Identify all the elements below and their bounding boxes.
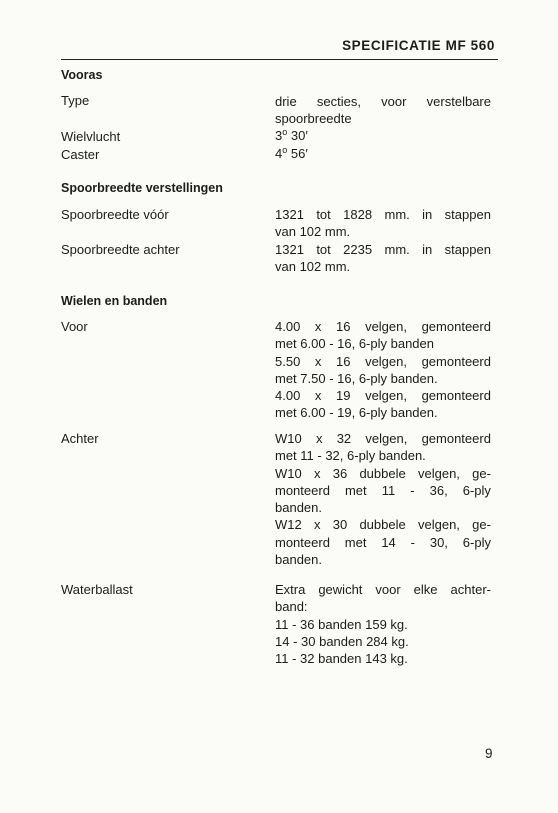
word: 4.00: [275, 388, 301, 404]
word: x: [313, 465, 321, 481]
value-line: [275, 534, 491, 551]
word: x: [314, 353, 322, 369]
type-label: Type: [61, 93, 90, 108]
degree-sign: o: [282, 127, 288, 137]
word: 36: [332, 465, 348, 481]
word: Extra: [275, 582, 306, 597]
word: in: [422, 207, 433, 222]
word: gemonteerd: [421, 431, 491, 446]
word: monteerd: [275, 482, 330, 498]
word: 2235: [343, 242, 373, 257]
value-line: [275, 516, 491, 533]
word: velgen,: [365, 431, 408, 446]
word: 16: [336, 353, 351, 369]
word: monteerd: [275, 534, 330, 550]
page-header-title: SPECIFICATIE MF 560: [342, 38, 495, 53]
value-line: 11 - 36 banden 159 kg.: [275, 616, 408, 632]
word: gewicht: [318, 582, 363, 597]
word: velgen,: [365, 388, 407, 404]
value-line: [275, 581, 491, 598]
section-heading-spoorbreedte: Spoorbreedte verstellingen: [61, 181, 223, 195]
value-line: band:: [275, 599, 308, 615]
caster-minutes: 56′: [290, 146, 308, 161]
word: velgen,: [365, 353, 407, 369]
wielen-voor-value: [275, 318, 491, 422]
word: 1321: [275, 242, 304, 257]
word: tot: [316, 242, 331, 257]
word: gemonteerd: [421, 319, 491, 334]
wielvlucht-label: Wielvlucht: [61, 129, 121, 144]
spoorbreedte-achter-label: Spoorbreedte achter: [61, 242, 180, 257]
wielvlucht-value: [275, 127, 491, 144]
section-heading-wielen: Wielen en banden: [61, 294, 168, 308]
word: tot: [316, 207, 331, 222]
word: stappen: [444, 242, 491, 257]
waterballast-value: [275, 581, 491, 667]
wielen-achter-value: [275, 430, 491, 568]
value-line: met 11 - 32, 6-ply banden.: [275, 448, 426, 464]
word: 30,: [429, 534, 448, 550]
word: 1828: [343, 207, 373, 222]
word: 14: [381, 534, 396, 550]
value-line: spoorbreedte: [275, 111, 352, 127]
word: W10: [275, 465, 302, 481]
word: W10: [275, 431, 302, 446]
word: met: [344, 482, 367, 498]
degree-sign: o: [282, 145, 288, 155]
word: 6-ply: [462, 482, 491, 498]
word: mm.: [384, 207, 410, 222]
caster-degrees: 4: [275, 146, 283, 161]
value-line: 11 - 32 banden 143 kg.: [275, 651, 408, 667]
spoorbreedte-voor-label: Spoorbreedte vóór: [61, 207, 169, 222]
waterballast-label: Waterballast: [61, 582, 133, 597]
value-line: [275, 206, 491, 223]
word: gemonteerd: [421, 353, 491, 369]
word: 5.50: [275, 353, 301, 369]
word: elke: [413, 582, 438, 597]
word: drie: [275, 94, 297, 109]
section-heading-vooras: Vooras: [61, 68, 103, 82]
word: voor: [381, 94, 407, 109]
caster-value: [275, 145, 491, 162]
value-line: [275, 93, 491, 110]
value-line: van 102 mm.: [275, 224, 351, 240]
value-line: [275, 482, 491, 499]
value-line: banden.: [275, 500, 322, 516]
word: 32: [336, 431, 352, 446]
wielvlucht-degrees: 3: [275, 128, 283, 143]
word: verstelbare: [426, 94, 491, 109]
word: velgen,: [417, 465, 460, 481]
word: dubbele: [359, 465, 406, 481]
page-number: 9: [485, 746, 493, 761]
word: 1321: [275, 207, 304, 222]
word: ge-: [472, 465, 491, 481]
word: 11: [381, 482, 396, 498]
word: achter-: [450, 582, 491, 597]
word: voor: [375, 582, 401, 597]
wielen-achter-label: Achter: [61, 431, 99, 446]
word: -: [410, 482, 415, 498]
caster-label: Caster: [61, 147, 100, 162]
word: gemonteerd: [421, 388, 491, 404]
spoorbreedte-voor-value: [275, 206, 491, 241]
value-line: 14 - 30 banden 284 kg.: [275, 633, 409, 649]
word: x: [314, 319, 322, 334]
word: mm.: [384, 242, 410, 257]
value-line: met 7.50 - 16, 6-ply banden.: [275, 370, 438, 386]
word: x: [313, 517, 321, 533]
word: 4.00: [275, 319, 301, 334]
word: dubbele: [359, 517, 406, 533]
word: x: [314, 388, 322, 404]
value-line: [275, 387, 491, 404]
word: stappen: [444, 207, 491, 222]
word: velgen,: [365, 319, 407, 334]
value-line: [275, 318, 491, 335]
word: W12: [275, 517, 302, 533]
word: 19: [336, 388, 351, 404]
word: met: [344, 534, 367, 550]
value-line: [275, 430, 491, 447]
value-line: met 6.00 - 19, 6-ply banden.: [275, 405, 438, 421]
type-value: [275, 93, 491, 128]
word: secties,: [316, 94, 361, 109]
value-line: [275, 465, 491, 482]
value-line: [275, 241, 491, 258]
word: x: [315, 431, 323, 446]
value-line: met 6.00 - 16, 6-ply banden: [275, 336, 434, 352]
wielen-voor-label: Voor: [61, 319, 88, 334]
header-divider: [61, 59, 498, 60]
word: ge-: [472, 517, 491, 533]
value-line: [275, 353, 491, 370]
value-line: van 102 mm.: [275, 259, 351, 275]
word: in: [422, 242, 433, 257]
word: 16: [336, 319, 351, 334]
word: 36,: [429, 482, 448, 498]
word: velgen,: [417, 517, 460, 533]
word: 6-ply: [462, 534, 491, 550]
wielvlucht-minutes: 30′: [290, 128, 308, 143]
word: 30: [332, 517, 348, 533]
spoorbreedte-achter-value: [275, 241, 491, 276]
value-line: banden.: [275, 552, 322, 568]
word: -: [410, 534, 415, 550]
